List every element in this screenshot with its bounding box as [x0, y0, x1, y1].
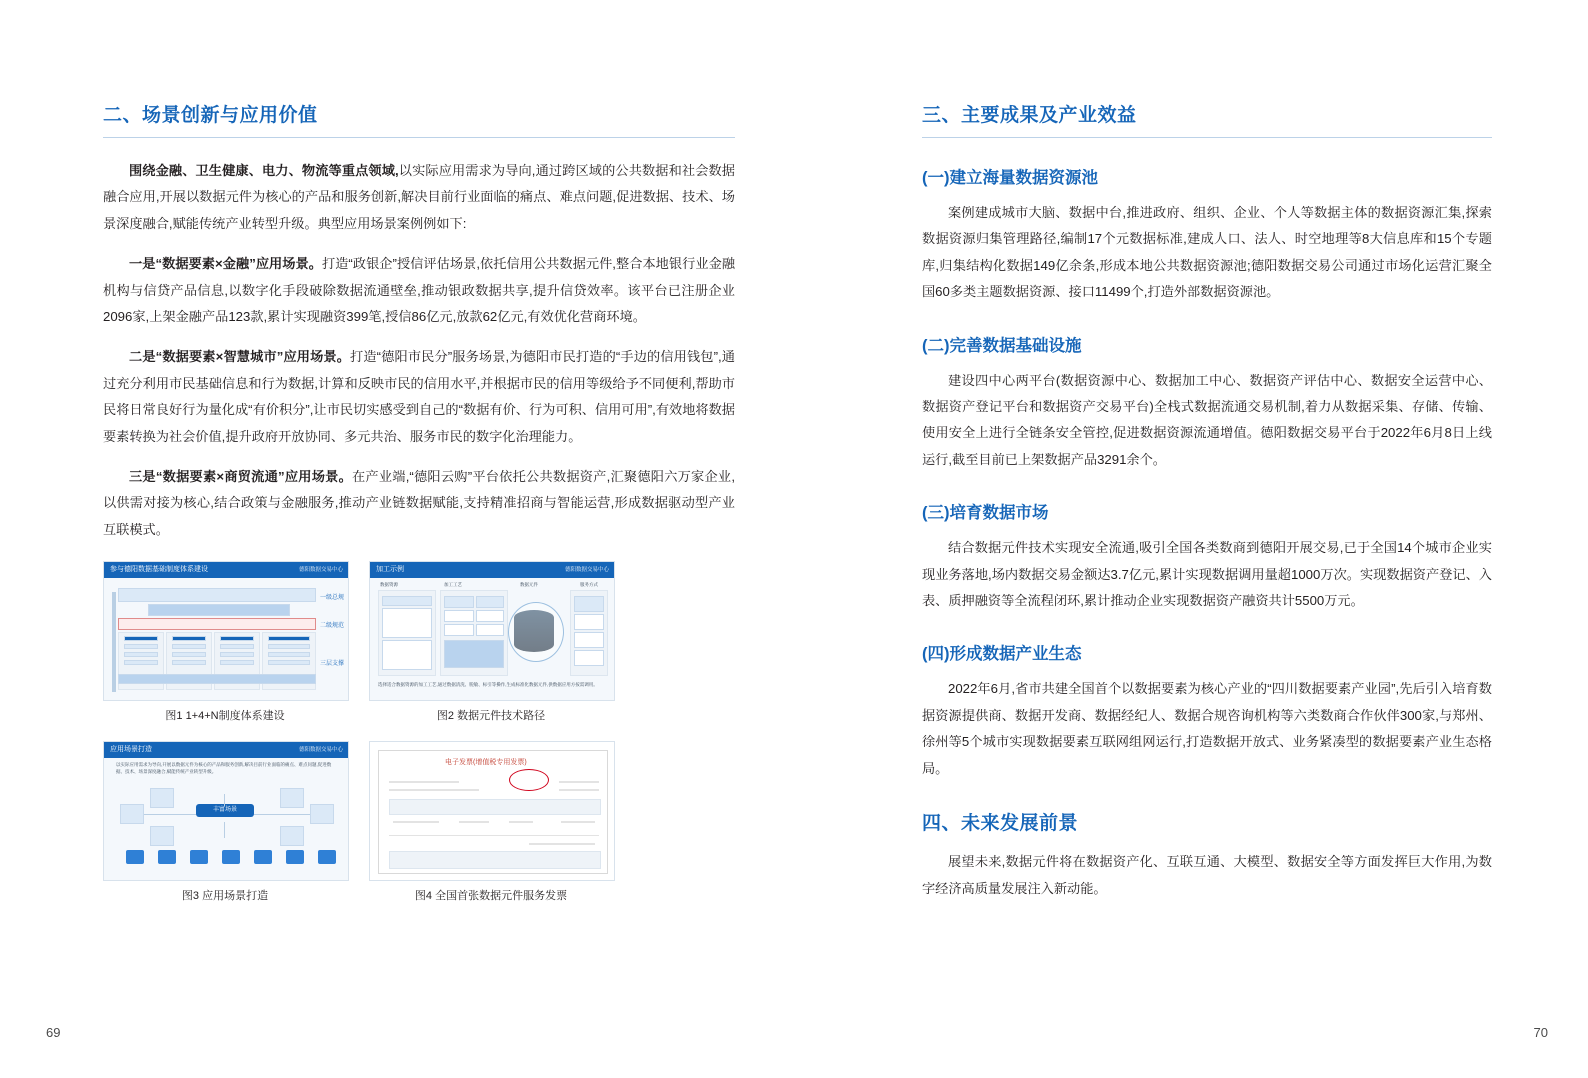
figure-2-p2-d [476, 610, 504, 622]
figure-3-bottom-2 [158, 850, 176, 864]
subsection-3-heading: (三)培育数据市场 [922, 504, 1049, 523]
page-number-right: 70 [1533, 1025, 1548, 1040]
figure-3-conn-up [224, 794, 225, 806]
paragraph-smartcity-lead: 二是“数据要素×智慧城市”应用场景。 [129, 349, 351, 365]
figure-1-row-f [172, 644, 206, 649]
figure-4-line-4 [559, 789, 599, 791]
figure-4-line-1 [389, 781, 459, 783]
figure-2-header [370, 562, 614, 578]
figure-2-p2-g [444, 640, 504, 668]
figure-4-invoice-title: 电子发票(增值税专用发票) [445, 759, 527, 767]
subsection-2-heading: (二)完善数据基础设施 [922, 336, 1082, 355]
figure-4-highlight-circle [509, 769, 549, 791]
paragraph-smartcity [103, 344, 735, 450]
figure-1-row-g [220, 644, 254, 649]
figure-4-cell-1 [393, 821, 439, 823]
figure-3-node-r3 [280, 826, 304, 846]
figure-2-p2-f [476, 624, 504, 636]
figure-3-center-node: 丰富场景 [196, 804, 254, 816]
right-section-title: 三、主要成果及产业效益 [922, 100, 1492, 138]
figure-1-band-3 [118, 618, 316, 630]
paragraph-intro [103, 158, 735, 237]
paragraph-intro-rest: 以实际应用需求为导向,通过跨区域的公共数据和社会数据融合应用,开展以数据元件为核心的产品和服务创新,解决目前行业面临的痛点、难点问题,促进数据、技术、场景深度融合,赋能传统产业转型升级。典型应用场景案例例如下: [103, 163, 735, 231]
paragraph-smartcity-rest: 打造“德阳市民分”服务场景,为德阳市民打造的“手边的信用钱包”,通过充分利用市民基础信息和行为数据,计算和反映市民的信用水平,并根据市民的信用等级给予不同便利,帮助市民将日常良好行为量化成“有价积分”,让市民切实感受到自己的“数据有价、行为可积、信用可用”,有效地将数据要素转换为社会价值,提升政府开放协同、多元共治、服务市民的数字化治理能力。 [103, 349, 735, 444]
figure-3-bottom-7 [318, 850, 336, 864]
final-section-text: 展望未来,数据元件将在数据资产化、互联互通、大模型、数据安全等方面发挥巨大作用,为数字经济高质量发展注入新动能。 [922, 854, 1492, 896]
figure-3-bottom-5 [254, 850, 272, 864]
figure-3-header [104, 742, 348, 758]
figure-row-1 [103, 561, 735, 733]
figure-1-row-k [220, 652, 254, 657]
paragraph-commerce-lead: 三是“数据要素×商贸流通”应用场景。 [129, 469, 352, 485]
figure-2-ring [508, 602, 564, 662]
figure-1-caption: 图1 1+4+N制度体系建设 [165, 710, 285, 723]
figure-1-row-a [124, 636, 158, 641]
figure-2-image [369, 561, 615, 701]
figure-3-brand: 德阳数据交易中心 [298, 747, 343, 754]
figure-3-bottom-3 [190, 850, 208, 864]
figure-2-p1-a [382, 596, 432, 606]
figure-2-footnote: 选择适合数据资源的加工工艺,通过数据清洗、脱敏、标引等操作,生成标准化数据元件,供数据应用方按需调用。 [378, 682, 598, 688]
figure-2-p2-e [444, 624, 474, 636]
figure-1-band [118, 588, 316, 602]
figure-1-tag-2: 二级规范 [319, 623, 344, 630]
page-right [794, 0, 1588, 1078]
figure-3-header-label: 应用场景打造 [110, 746, 152, 754]
paragraph-commerce [103, 464, 735, 543]
figure-3-bottom-1 [126, 850, 144, 864]
figure-1-row-i [124, 652, 158, 657]
figure-4-line-3 [559, 781, 599, 783]
paragraph-intro-lead: 围绕金融、卫生健康、电力、物流等重点领域, [129, 163, 399, 178]
paragraph-finance-rest: 打造“政银企”授信评估场景,依托信用公共数据元件,整合本地银行业金融机构与信贷产品信息,以数字化手段破除数据流通壁垒,推动银政数据共享,提升信贷效率。该平台已注册企业2096家,上架金融产品123款,累计实现融资399笔,授信86亿元,放款62亿元,有效优化营商环境。 [103, 256, 736, 325]
figure-3-image [103, 741, 349, 881]
figure-2-p4-a [574, 596, 604, 612]
figure-1-band-2 [148, 604, 290, 616]
figure-row-2 [103, 741, 735, 913]
figure-2-brand: 德阳数据交易中心 [564, 567, 609, 574]
figure-1-header-label: 参与德阳数据基础制度体系建设 [110, 566, 208, 574]
figure-4-cell-2 [459, 821, 489, 823]
subsection-1-text: 案例建成城市大脑、数据中台,推进政府、组织、企业、个人等数据主体的数据资源汇集,探索数据资源归集管理路径,编制17个元数据标准,建成人口、法人、时空地理等8大信息库和15个专题库,归集结构化数据149亿余条,形成本地公共数据资源池;德阳数据交易公司通过市场化运营汇聚全国60多类主题数据资源、接口11499个,打造外部数据资源池。 [922, 205, 1492, 300]
figure-1-footer-band [118, 674, 316, 684]
figure-3-conn-right [254, 814, 316, 815]
figure-2-col-label-4: 服务方式 [580, 582, 598, 588]
figure-3-caption: 图3 应用场景打造 [181, 890, 269, 903]
figure-4-line-2 [389, 789, 479, 791]
paragraph-finance [103, 251, 735, 330]
figure-4-footer-box [389, 851, 601, 869]
paragraph-finance-lead: 一是“数据要素×金融”应用场景。 [129, 256, 322, 272]
figure-2-col-label-3: 数据元件 [520, 582, 538, 588]
figure-2-p2-c [444, 610, 474, 622]
figure-1-row-c [220, 636, 254, 641]
figure-3-node-l2 [150, 788, 174, 808]
figure-1-header [104, 562, 348, 578]
figure-1-row-o [220, 660, 254, 665]
figure-2-p2-b [476, 596, 504, 608]
figure-2-p1-c [382, 640, 432, 670]
figure-3-bottom-6 [286, 850, 304, 864]
left-page-content [103, 100, 735, 921]
figure-1-row-h [268, 644, 310, 649]
subsection-4-text: 2022年6月,省市共建全国首个以数据要素为核心产业的“四川数据要素产业园”,先后引入培育数据资源提供商、数据开发商、数据经纪人、数据合规咨询机构等六类数商合作伙伴300家,与郑州、徐州等5个城市实现数据要素互联网组网运行,打造数据开放式、业务紧凑型的数据要素产业生态格局。 [922, 681, 1492, 776]
figure-3-node-l1 [120, 804, 144, 824]
figure-1-row-j [172, 652, 206, 657]
figure-1-tag-1: 一级总规 [319, 595, 344, 602]
figure-1-left-rail [112, 592, 116, 692]
figure-2-p4-c [574, 632, 604, 648]
figure-3-node-r2 [310, 804, 334, 824]
figure-3-node-l3 [150, 826, 174, 846]
figure-2 [369, 561, 613, 733]
figure-1 [103, 561, 347, 733]
left-section-title: 二、场景创新与应用价值 [103, 100, 735, 138]
figure-1-row-n [172, 660, 206, 665]
figure-1-row-l [268, 652, 310, 657]
right-final-section-title: 四、未来发展前景 [922, 813, 1079, 835]
figure-2-col-label-1: 数据资源 [380, 582, 398, 588]
figure-4-invoice [378, 750, 608, 874]
subsection-1-heading: (一)建立海量数据资源池 [922, 169, 1098, 187]
figure-4 [369, 741, 613, 913]
figure-4-rule [389, 835, 599, 836]
paragraph-commerce-rest: 在产业端,“德阳云购”平台依托公共数据资产,汇聚德阳六万家企业,以供需对接为核心,结合政策与金融服务,推动产业链数据赋能,支持精准招商与智能运营,形成数据驱动型产业互联模式。 [103, 469, 735, 537]
subsection-3-text: 结合数据元件技术实现安全流通,吸引全国各类数商到德阳开展交易,已于全国14个城市企业实现业务落地,场内数据交易金额达3.7亿元,累计实现数据调用量超1000万次。实现数据资产登记、入表、质押融资等全流程闭环,累计推动企业实现数据资产融资共计5500万元。 [922, 540, 1492, 609]
figure-4-total [529, 843, 595, 845]
figure-2-p2-a [444, 596, 474, 608]
figure-2-p4-b [574, 614, 604, 630]
figure-1-row-d [268, 636, 310, 641]
figure-2-p1-b [382, 608, 432, 638]
right-page-content [922, 100, 1492, 916]
figure-1-brand: 德阳数据交易中心 [298, 567, 343, 574]
figure-1-row-p [268, 660, 310, 665]
figure-1-image [103, 561, 349, 701]
figure-3 [103, 741, 347, 913]
figure-2-p4-d [574, 650, 604, 666]
figure-4-cell-4 [561, 821, 595, 823]
figure-2-header-label: 加工示例 [376, 566, 404, 574]
figure-grid [103, 561, 735, 913]
figure-4-image [369, 741, 615, 881]
figure-3-conn-down [224, 822, 225, 838]
figure-1-tag-3: 三层支撑 [319, 661, 344, 668]
figure-1-row-e [124, 644, 158, 649]
figure-2-col-label-2: 加工工艺 [444, 582, 462, 588]
figure-3-subtitle: 以实际应用需求为导向,开展以数据元件为核心的产品和服务创新,解决目前行业面临的痛点、难点问题,促进数据、技术、场景深度融合,赋能传统产业转型升级。 [116, 762, 332, 774]
subsection-2-text: 建设四中心两平台(数据资源中心、数据加工中心、数据资产评估中心、数据安全运营中心、数据资产登记平台和数据资产交易平台)全栈式数据流通交易机制,着力从数据采集、存储、传输、使用安全上进行全链条安全管控,促进数据资源流通增值。德阳数据交易平台于2022年6月8日上线运行,截至目前已上架数据产品3291余个。 [922, 372, 1492, 467]
subsection-4-heading: (四)形成数据产业生态 [922, 645, 1082, 664]
figure-4-caption: 图4 全国首张数据元件服务发票 [414, 890, 568, 903]
figure-3-bottom-4 [222, 850, 240, 864]
figure-1-row-b [172, 636, 206, 641]
figure-3-node-r1 [280, 788, 304, 808]
page-number-left: 69 [46, 1025, 61, 1040]
figure-2-caption: 图2 数据元件技术路径 [436, 710, 546, 723]
figure-4-table-head [389, 799, 601, 815]
figure-4-cell-3 [509, 821, 533, 823]
figure-1-row-m [124, 660, 158, 665]
